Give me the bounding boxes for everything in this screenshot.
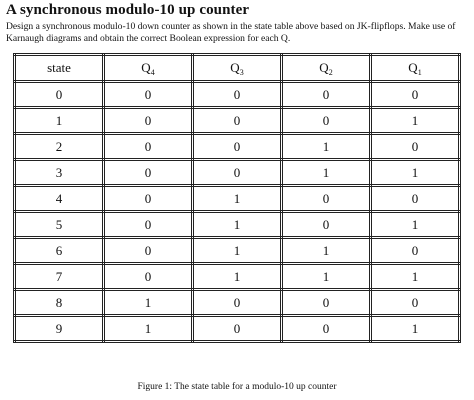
bit-cell: 1	[282, 238, 371, 264]
column-header-q3	[193, 55, 282, 82]
state-cell: 1	[15, 108, 104, 134]
bit-cell: 0	[104, 186, 193, 212]
table-row	[15, 316, 460, 342]
column-header-subscript: 3	[239, 68, 244, 77]
column-header-subscript: 1	[417, 68, 422, 77]
state-cell: 7	[15, 264, 104, 290]
bit-cell: 0	[282, 316, 371, 342]
column-header-label: Q	[230, 60, 240, 75]
table-header-row	[15, 55, 460, 82]
bit-cell: 1	[104, 316, 193, 342]
bit-cell: 1	[371, 212, 460, 238]
column-header-label: state	[47, 60, 71, 75]
bit-cell: 0	[371, 290, 460, 316]
bit-cell: 0	[282, 186, 371, 212]
bit-cell: 0	[193, 160, 282, 186]
bit-cell: 1	[371, 316, 460, 342]
bit-cell: 1	[193, 186, 282, 212]
bit-cell: 1	[193, 212, 282, 238]
table-row	[15, 212, 460, 238]
bit-cell: 0	[193, 108, 282, 134]
column-header-label: Q	[319, 60, 329, 75]
bit-cell: 1	[371, 108, 460, 134]
column-header-label: Q	[408, 60, 418, 75]
table-row	[15, 108, 460, 134]
bit-cell: 0	[371, 134, 460, 160]
state-cell: 4	[15, 186, 104, 212]
table-row	[15, 82, 460, 108]
task-description: Design a synchronous modulo-10 down counter as shown in the state table above based on JK-flipflops. Make use of Karnaugh diagrams and obtain the correct Boolean expression for each Q.	[6, 21, 456, 44]
state-cell: 6	[15, 238, 104, 264]
column-header-subscript: 2	[328, 68, 333, 77]
bit-cell: 0	[371, 238, 460, 264]
state-cell: 0	[15, 82, 104, 108]
bit-cell: 1	[104, 290, 193, 316]
table-row	[15, 264, 460, 290]
page-title: A synchronous modulo-10 up counter	[6, 2, 250, 18]
column-header-q2	[282, 55, 371, 82]
state-cell: 8	[15, 290, 104, 316]
table-row	[15, 238, 460, 264]
bit-cell: 1	[282, 134, 371, 160]
table-row	[15, 134, 460, 160]
table-row	[15, 290, 460, 316]
state-cell: 3	[15, 160, 104, 186]
bit-cell: 0	[104, 160, 193, 186]
state-cell: 5	[15, 212, 104, 238]
state-cell: 9	[15, 316, 104, 342]
bit-cell: 0	[282, 108, 371, 134]
bit-cell: 0	[104, 134, 193, 160]
bit-cell: 0	[104, 108, 193, 134]
bit-cell: 0	[371, 186, 460, 212]
table-row	[15, 160, 460, 186]
bit-cell: 0	[193, 82, 282, 108]
bit-cell: 0	[371, 82, 460, 108]
bit-cell: 0	[193, 290, 282, 316]
bit-cell: 0	[282, 82, 371, 108]
bit-cell: 0	[282, 212, 371, 238]
column-header-q1	[371, 55, 460, 82]
bit-cell: 1	[282, 160, 371, 186]
state-table	[13, 53, 461, 343]
bit-cell: 1	[371, 160, 460, 186]
bit-cell: 1	[282, 264, 371, 290]
state-cell: 2	[15, 134, 104, 160]
bit-cell: 0	[104, 82, 193, 108]
bit-cell: 0	[104, 264, 193, 290]
bit-cell: 1	[193, 238, 282, 264]
table-body	[15, 82, 460, 342]
column-header-subscript: 4	[150, 68, 155, 77]
bit-cell: 0	[282, 290, 371, 316]
bit-cell: 0	[193, 316, 282, 342]
bit-cell: 0	[104, 212, 193, 238]
column-header-label: Q	[141, 60, 151, 75]
bit-cell: 0	[193, 134, 282, 160]
bit-cell: 0	[104, 238, 193, 264]
bit-cell: 1	[193, 264, 282, 290]
table-row	[15, 186, 460, 212]
bit-cell: 1	[371, 264, 460, 290]
figure-caption: Figure 1: The state table for a modulo-10 up counter	[137, 382, 337, 392]
column-header-q4	[104, 55, 193, 82]
column-header-state	[15, 55, 104, 82]
